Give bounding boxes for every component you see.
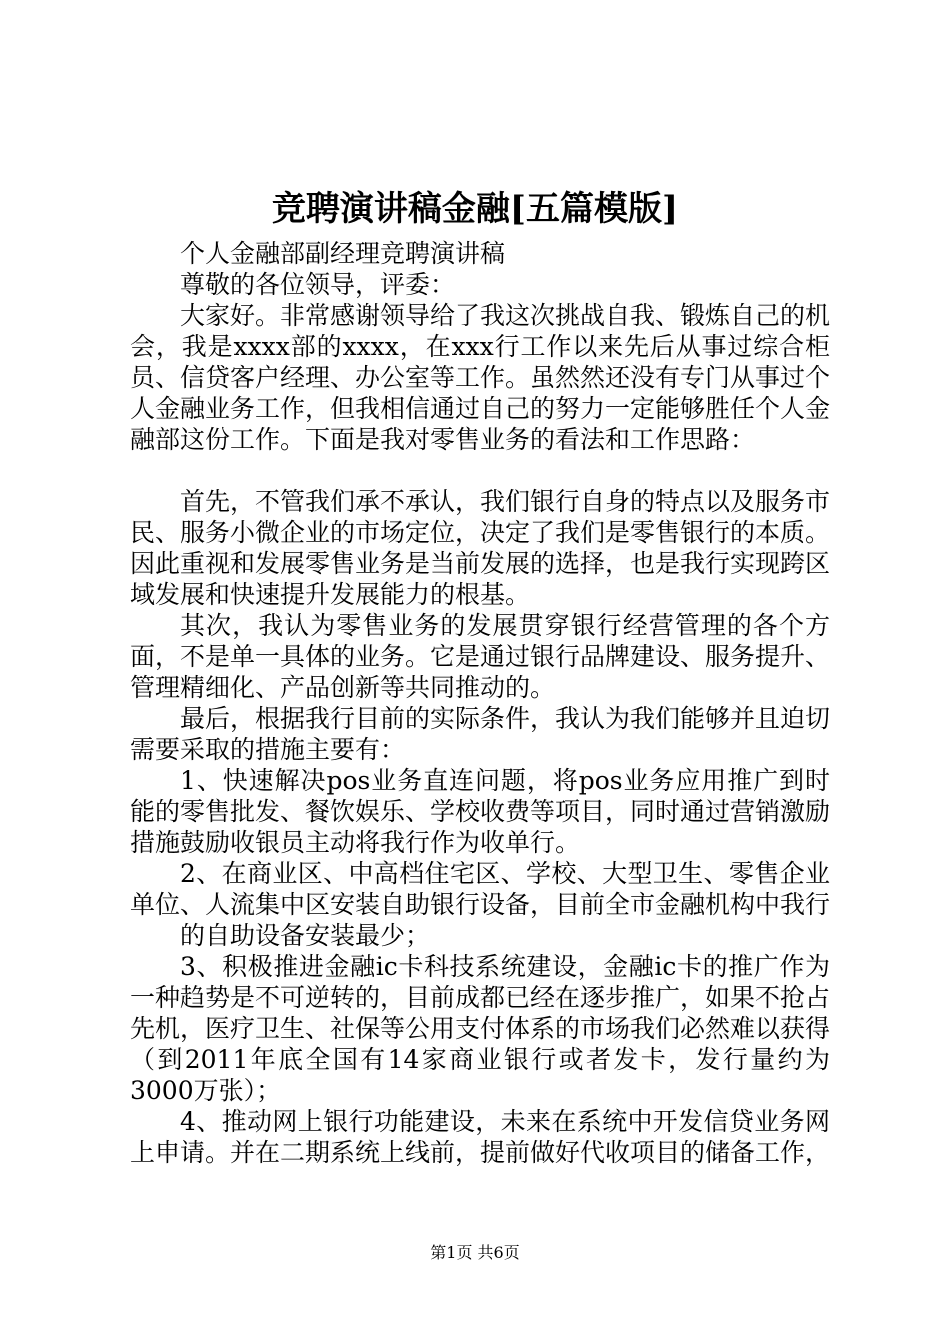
paragraph-first: 首先，不管我们承不承认，我们银行自身的特点以及服务市民、服务小微企业的市场定位，决定了我们是零售银行的本质。因此重视和发展零售业务是当前发展的选择，也是我行实现跨区域发展和快速提升发展能力的根基。 — [130, 487, 831, 609]
paragraph-measure-4: 4、推动网上银行功能建设，未来在系统中开发信贷业务网上申请。并在二期系统上线前，提前做好代收项目的储备工作， — [130, 1107, 831, 1167]
paragraph-salutation: 尊敬的各位领导，评委： — [180, 270, 456, 299]
paragraph-intro: 大家好。非常感谢领导给了我这次挑战自我、锻炼自己的机会，我是xxxx部的xxxx，在xxx行工作以来先后从事过综合柜员、信贷客户经理、办公室等工作。虽然然还没有专门从事过个人金融业务工作，但我相信通过自己的努力一定能够胜任个人金融部这份工作。下面是我对零售业务的看法和工作思路： — [130, 301, 831, 454]
page-footer: 第1页 共6页 — [430, 1243, 520, 1262]
paragraph-measure-2: 2、在商业区、中高档住宅区、学校、大型卫生、零售企业单位、人流集中区安装自助银行设备，目前全市金融机构中我行 — [130, 859, 831, 919]
paragraph-measure-1: 1、快速解决pos业务直连问题，将pos业务应用推广到时能的零售批发、餐饮娱乐、学校收费等项目，同时通过营销激励措施鼓励收银员主动将我行作为收单行。 — [130, 766, 831, 857]
paragraph-second: 其次，我认为零售业务的发展贯穿银行经营管理的各个方面，不是单一具体的业务。它是通过银行品牌建设、服务提升、管理精细化、产品创新等共同推动的。 — [130, 611, 831, 702]
paragraph-measure-2-cont: 的自助设备安装最少； — [180, 921, 431, 950]
paragraph-subtitle: 个人金融部副经理竞聘演讲稿 — [180, 239, 506, 268]
paragraph-last: 最后，根据我行目前的实际条件，我认为我们能够并且迫切需要采取的措施主要有： — [130, 704, 831, 764]
paragraph-measure-3: 3、积极推进金融ic卡科技系统建设，金融ic卡的推广作为一种趋势是不可逆转的，目前成都已经在逐步推广，如果不抢占先机，医疗卫生、社保等公用支付体系的市场我们必然难以获得（到2011年底全国有14家商业银行或者发卡，发行量约为3000万张）； — [130, 952, 831, 1105]
document-body — [130, 238, 830, 1168]
document-title: 竞聘演讲稿金融[五篇模版] — [271, 189, 679, 229]
